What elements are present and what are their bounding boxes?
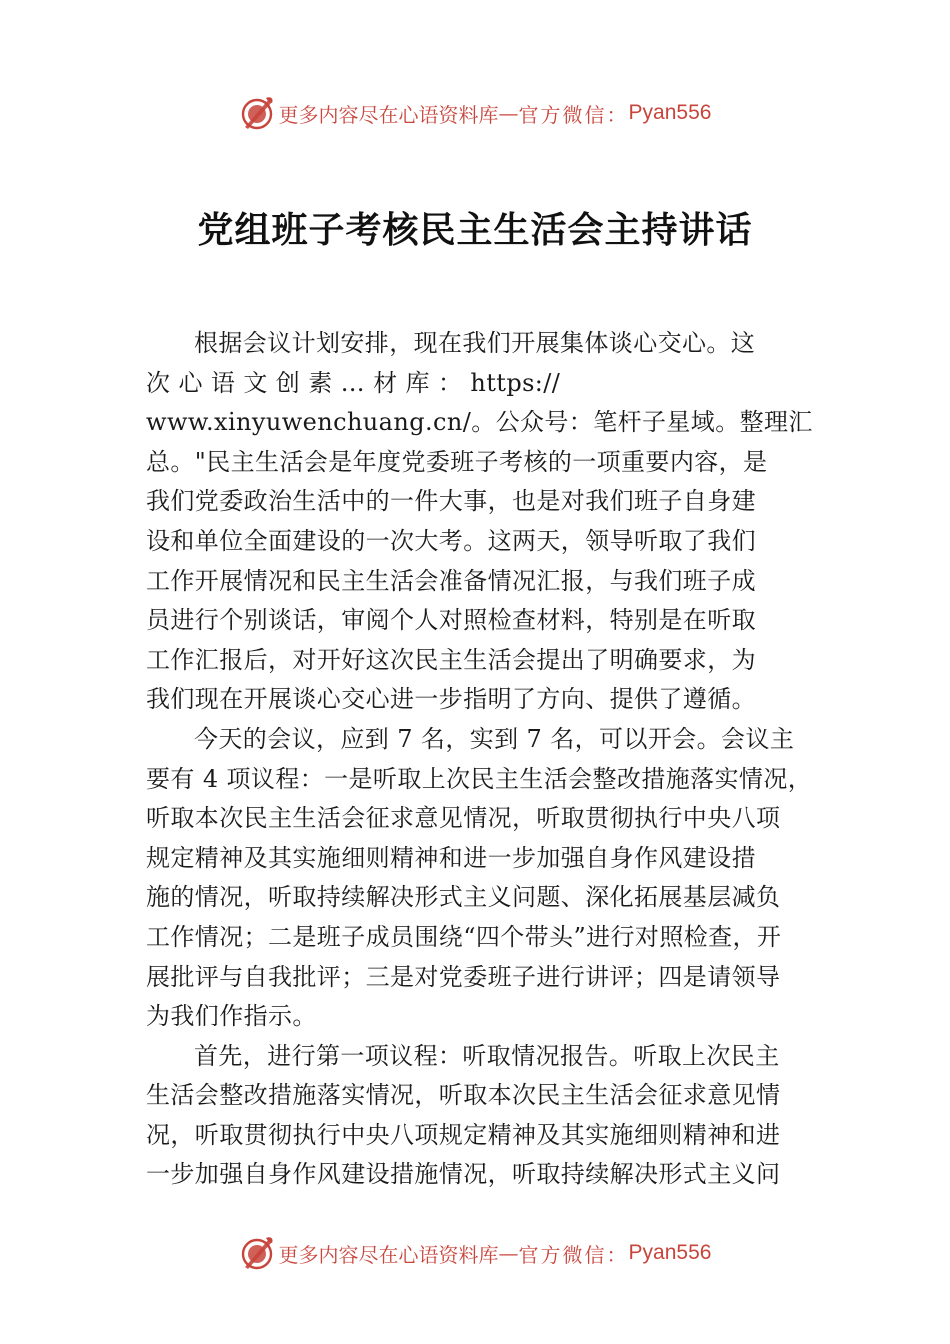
- text-line: 根据会议计划安排，现在我们开展集体谈心交心。这: [194, 329, 756, 357]
- line-token: 文: [243, 368, 268, 397]
- text-line: 我们党委政治生活中的一件大事，也是对我们班子自身建: [146, 487, 756, 516]
- text-line: 规定精神及其实施细则精神和进一步加强自身作风建设措: [146, 843, 756, 872]
- banner-separator: —: [498, 101, 519, 125]
- document-title: 党组班子考核民主生活会主持讲话: [197, 209, 753, 251]
- text-line: 设和单位全面建设的一次大考。这两天，领导听取了我们: [146, 526, 756, 555]
- text-line: 员进行个别谈话，审阅个人对照检查材料，特别是在听取: [146, 606, 756, 635]
- document-body: [146, 324, 813, 1195]
- text-line: 今天的会议，应到 7 名，实到 7 名，可以开会。会议主: [194, 724, 795, 753]
- banner-wechat-label: 官方微信：: [518, 1242, 629, 1267]
- line-token: 创: [275, 368, 301, 397]
- line-token: 材: [373, 368, 398, 397]
- text-line: 工作情况；二是班子成员围绕“四个带头”进行对照检查，开: [146, 922, 782, 951]
- banner-separator: —: [498, 1241, 519, 1265]
- quill-logo-icon: [239, 95, 275, 131]
- text-line: 展批评与自我批评；三是对党委班子进行讲评；四是请领导: [146, 962, 781, 991]
- text-line: www.xinyuwenchuang.cn/。公众号：笔杆子星域。整理汇: [146, 408, 813, 437]
- line-token: …: [340, 368, 366, 397]
- banner-wechat-label: 官方微信：: [518, 102, 629, 127]
- paragraph-1: [146, 324, 813, 720]
- line-token: 语: [210, 368, 236, 397]
- line-token: 心: [178, 368, 203, 397]
- text-line: 听取本次民主生活会征求意见情况，听取贯彻执行中央八项: [146, 804, 781, 833]
- banner-wechat-id: Pyan556: [628, 1241, 712, 1264]
- text-line: 要有 4 项议程：一是听取上次民主生活会整改措施落实情况，: [146, 764, 813, 793]
- source-url-link: https://: [470, 368, 561, 397]
- header-watermark-banner: [0, 93, 950, 133]
- banner-text: 更多内容尽在心语资料库: [278, 102, 499, 127]
- text-line: 首先，进行第一项议程：听取情况报告。听取上次民主: [194, 1041, 780, 1070]
- text-line: 工作开展情况和民主生活会准备情况汇报，与我们班子成: [146, 566, 756, 595]
- text-line: 生活会整改措施落实情况，听取本次民主生活会征求意见情: [146, 1081, 781, 1110]
- paragraph-3: [146, 1037, 806, 1195]
- text-line: 工作汇报后，对开好这次民主生活会提出了明确要求，为: [146, 645, 756, 674]
- banner-wechat-id: Pyan556: [628, 101, 712, 124]
- line-token: 库: [405, 368, 430, 397]
- text-line: 一步加强自身作风建设措施情况，听取持续解决形式主义问: [146, 1160, 781, 1189]
- text-line: 总。"民主生活会是年度党委班子考核的一项重要内容，是: [146, 447, 768, 476]
- quill-logo-icon: [239, 1235, 275, 1271]
- footer-watermark-banner: [0, 1233, 950, 1273]
- line-token: 素: [308, 368, 333, 397]
- spread-text-line: [146, 364, 806, 404]
- line-token: ：: [437, 368, 463, 397]
- line-token: 次: [146, 368, 171, 397]
- text-line: 为我们作指示。: [146, 1002, 317, 1031]
- banner-text: 更多内容尽在心语资料库: [278, 1242, 499, 1267]
- text-line: 况，听取贯彻执行中央八项规定精神及其实施细则精神和进: [146, 1120, 781, 1149]
- paragraph-2: [146, 720, 813, 1037]
- text-line: 施的情况，听取持续解决形式主义问题、深化拓展基层减负: [146, 883, 781, 912]
- text-line: 我们现在开展谈心交心进一步指明了方向、提供了遵循。: [146, 685, 756, 714]
